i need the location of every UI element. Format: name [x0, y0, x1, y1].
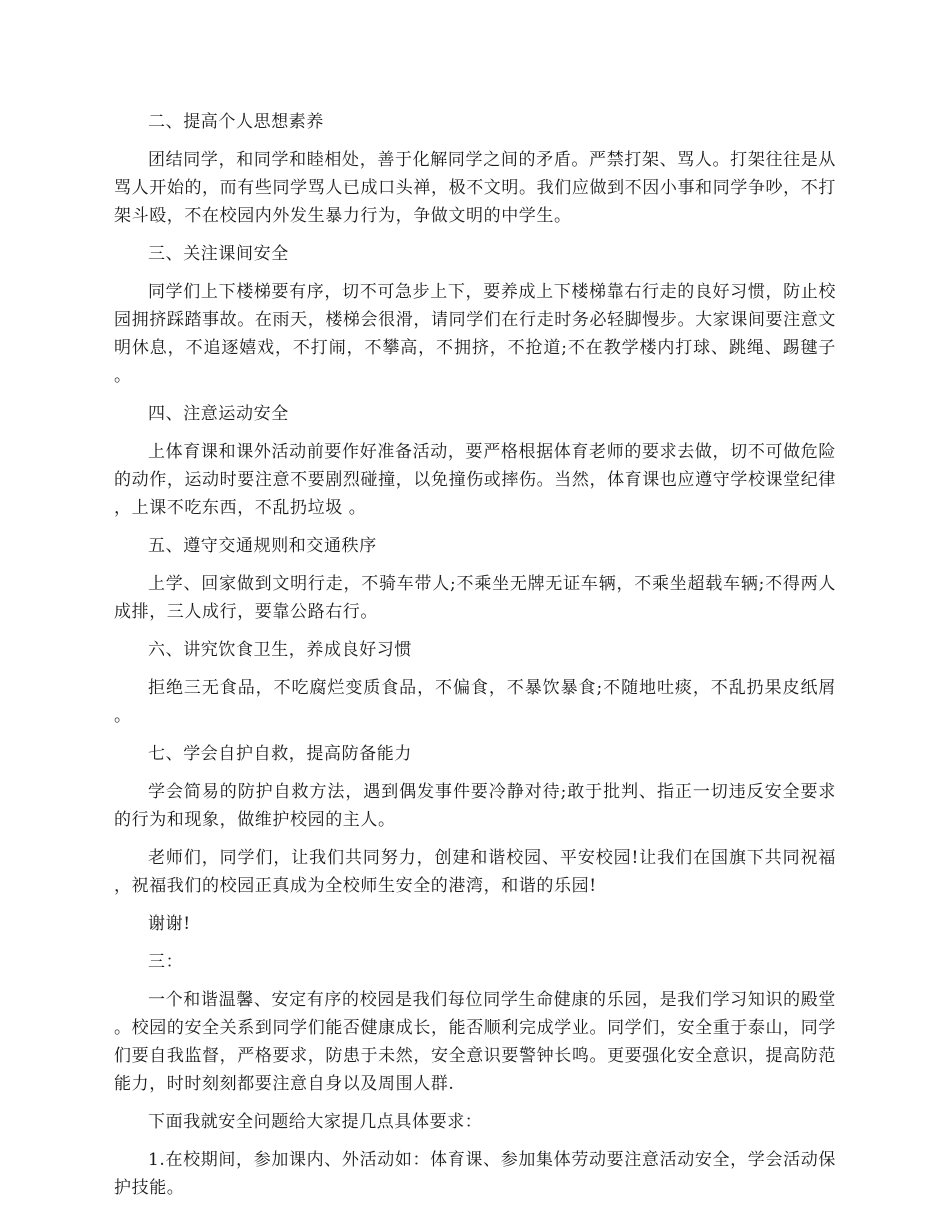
paragraph: 上学、回家做到文明行走，不骑车带人;不乘坐无牌无证车辆，不乘坐超载车辆;不得两人成排，三人成行，要靠公路右行。 — [114, 574, 836, 622]
section-heading: 四、注意运动安全 — [148, 404, 289, 424]
section-heading: 三、关注课间安全 — [148, 244, 289, 264]
paragraph: 学会简易的防护自救方法，遇到偶发事件要冷静对待;敢于批判、指正一切违反安全要求的行为和现象，做维护校园的主人。 — [114, 782, 836, 830]
paragraph: 拒绝三无食品，不吃腐烂变质食品，不偏食，不暴饮暴食;不随地吐痰，不乱扔果皮纸屑。 — [114, 678, 836, 726]
section-heading: 六、讲究饮食卫生，养成良好习惯 — [148, 640, 412, 660]
paragraph: 同学们上下楼梯要有序，切不可急步上下，要养成上下楼梯靠右行走的良好习惯，防止校园拥挤踩踏事故。在雨天，楼梯会很滑，请同学们在行走时务必轻脚慢步。大家课间要注意文明休息，不追逐嬉戏，不打闹，不攀高，不拥挤，不抢道;不在教学楼内打球、跳绳、踢毽子。 — [114, 282, 836, 386]
paragraph: 一个和谐温馨、安定有序的校园是我们每位同学生命健康的乐园，是我们学习知识的殿堂。校园的安全关系到同学们能否健康成长，能否顺利完成学业。同学们，安全重于泰山，同学们要自我监督，严格要求，防患于未然，安全意识要警钟长鸣。更要强化安全意识，提高防范能力，时时刻刻都要注意自身以及周围人群. — [114, 990, 836, 1094]
list-item: 1.在校期间，参加课内、外活动如：体育课、参加集体劳动要注意活动安全，学会活动保护技能。 — [114, 1150, 836, 1198]
section-heading: 二、提高个人思想素养 — [148, 112, 324, 132]
section-heading: 七、学会自护自救，提高防备能力 — [148, 744, 412, 764]
paragraph: 上体育课和课外活动前要作好准备活动，要严格根据体育老师的要求去做，切不可做危险的动作，运动时要注意不要剧烈碰撞，以免撞伤或摔伤。当然，体育课也应遵守学校课堂纪律，上课不吃东西，不乱扔垃圾 。 — [114, 442, 836, 518]
paragraph: 老师们，同学们，让我们共同努力，创建和谐校园、平安校园!让我们在国旗下共同祝福，祝福我们的校园正真成为全校师生安全的港湾，和谐的乐园! — [114, 848, 836, 896]
paragraph: 团结同学，和同学和睦相处，善于化解同学之间的矛盾。严禁打架、骂人。打架往往是从骂人开始的，而有些同学骂人已成口头禅，极不文明。我们应做到不因小事和同学争吵，不打架斗殴，不在校园内外发生暴力行为，争做文明的中学生。 — [114, 150, 836, 226]
thanks-line: 谢谢! — [148, 914, 191, 934]
paragraph: 下面我就安全问题给大家提几点具体要求： — [148, 1112, 483, 1132]
document-page — [114, 108, 836, 1212]
section-number: 三： — [148, 952, 184, 972]
section-heading: 五、遵守交通规则和交通秩序 — [148, 536, 377, 556]
